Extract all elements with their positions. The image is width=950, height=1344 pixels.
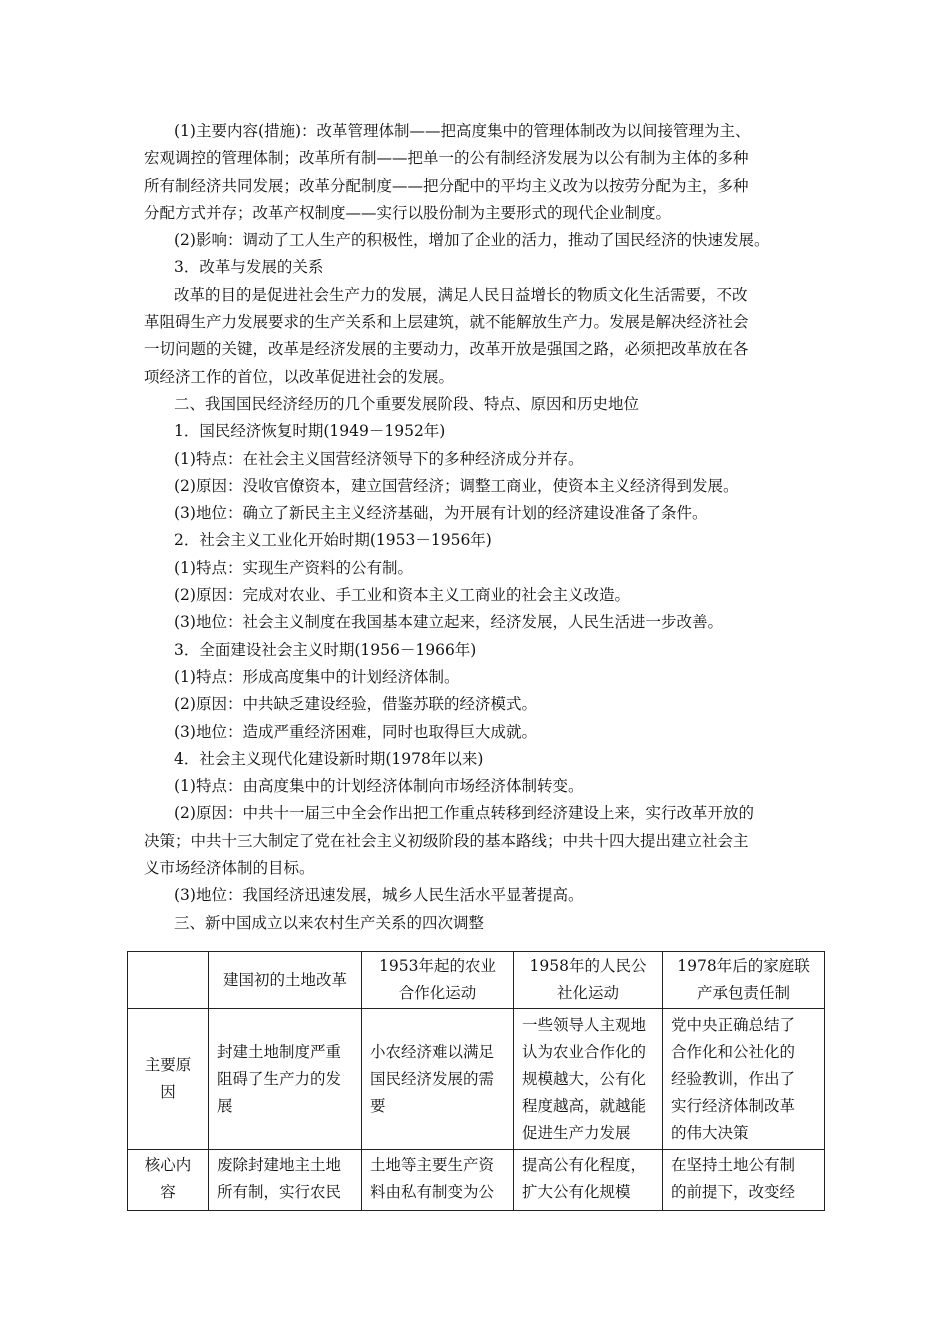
section-heading: 二、我国国民经济经历的几个重要发展阶段、特点、原因和历史地位 (174, 394, 640, 413)
paragraph-line: (3)地位：造成严重经济困难，同时也取得巨大成就。 (174, 722, 537, 741)
table-cell: 小农经济难以满足 国民经济发展的需 要 (362, 1009, 514, 1150)
paragraph-line: 项经济工作的首位，以改革促进社会的发展。 (144, 367, 455, 386)
table-cell: 封建土地制度严重 阻碍了生产力的发 展 (209, 1009, 362, 1150)
header-cell: 1953年起的农业 合作化运动 (362, 952, 514, 1009)
table-cell: 废除封建地主土地 所有制，实行农民 (209, 1150, 362, 1211)
section-heading: 3．改革与发展的关系 (174, 258, 324, 277)
row-label: 主要原 因 (128, 1009, 209, 1150)
body-text (144, 118, 824, 937)
paragraph-line: (3)地位：确立了新民主主义经济基础，为开展有计划的经济建设准备了条件。 (174, 504, 708, 523)
paragraph-line: (1)特点：实现生产资料的公有制。 (174, 558, 413, 577)
header-cell-empty (128, 952, 209, 1009)
table-row (128, 1009, 825, 1150)
paragraph-line: (3)地位：我国经济迅速发展，城乡人民生活水平显著提高。 (174, 886, 584, 905)
paragraph-line: (2)原因：中共十一届三中全会作出把工作重点转移到经济建设上来，实行改革开放的 (174, 804, 754, 823)
paragraph-line: (2)影响：调动了工人生产的积极性，增加了企业的活力，推动了国民经济的快速发展。 (174, 231, 770, 250)
comparison-table (127, 951, 825, 1211)
table-cell: 提高公有化程度， 扩大公有化规模 (514, 1150, 663, 1211)
header-cell: 建国初的土地改革 (209, 952, 362, 1009)
table-header-row (128, 952, 825, 1009)
paragraph-line: 所有制经济共同发展；改革分配制度——把分配中的平均主义改为以按劳分配为主，多种 (144, 176, 749, 195)
section-heading: 4．社会主义现代化建设新时期(1978年以来) (174, 749, 484, 768)
paragraph-line: 分配方式并存；改革产权制度——实行以股份制为主要形式的现代企业制度。 (144, 203, 672, 222)
table-cell: 一些领导人主观地 认为农业合作化的 规模越大，公有化 程度越高，就越能 促进生产力发展 (514, 1009, 663, 1150)
row-label: 核心内 容 (128, 1150, 209, 1211)
section-heading: 1．国民经济恢复时期(1949－1952年) (174, 422, 446, 441)
paragraph-line: (1)主要内容(措施)：改革管理体制——把高度集中的管理体制改为以间接管理为主、 (174, 122, 751, 140)
section-heading: 2．社会主义工业化开始时期(1953－1956年) (174, 531, 492, 550)
paragraph-line: 改革的目的是促进社会生产力的发展，满足人民日益增长的物质文化生活需要，不改 (174, 285, 748, 304)
section-heading: 三、新中国成立以来农村生产关系的四次调整 (174, 913, 485, 932)
table-cell: 土地等主要生产资 料由私有制变为公 (362, 1150, 514, 1211)
section-heading: 3．全面建设社会主义时期(1956－1966年) (174, 640, 477, 659)
table-cell: 党中央正确总结了 合作化和公社化的 经验教训，作出了 实行经济体制改革 的伟大决策 (663, 1009, 825, 1150)
paragraph-line: (1)特点：形成高度集中的计划经济体制。 (174, 667, 460, 686)
header-cell: 1978年后的家庭联 产承包责任制 (663, 952, 825, 1009)
paragraph-line: (3)地位：社会主义制度在我国基本建立起来，经济发展，人民生活进一步改善。 (174, 613, 723, 632)
paragraph-line: (2)原因：没收官僚资本，建立国营经济；调整工商业，使资本主义经济得到发展。 (174, 476, 739, 495)
paragraph-line: 义市场经济体制的目标。 (144, 859, 315, 878)
paragraph-line: 宏观调控的管理体制；改革所有制——把单一的公有制经济发展为以公有制为主体的多种 (144, 149, 749, 168)
header-cell: 1958年的人民公 社化运动 (514, 952, 663, 1009)
paragraph-line: (2)原因：完成对农业、手工业和资本主义工商业的社会主义改造。 (174, 586, 630, 605)
paragraph-line: (2)原因：中共缺乏建设经验，借鉴苏联的经济模式。 (174, 695, 537, 714)
table-cell: 在坚持土地公有制 的前提下，改变经 (663, 1150, 825, 1211)
table-row (128, 1150, 825, 1211)
paragraph-line: (1)特点：由高度集中的计划经济体制向市场经济体制转变。 (174, 777, 584, 796)
paragraph-line: (1)特点：在社会主义国营经济领导下的多种经济成分并存。 (174, 449, 584, 468)
paragraph-line: 决策；中共十三大制定了党在社会主义初级阶段的基本路线；中共十四大提出建立社会主 (144, 831, 749, 850)
paragraph-line: 一切问题的关键，改革是经济发展的主要动力，改革开放是强国之路，必须把改革放在各 (144, 340, 749, 359)
paragraph-line: 革阻碍生产力发展要求的生产关系和上层建筑，就不能解放生产力。发展是解决经济社会 (144, 313, 749, 332)
